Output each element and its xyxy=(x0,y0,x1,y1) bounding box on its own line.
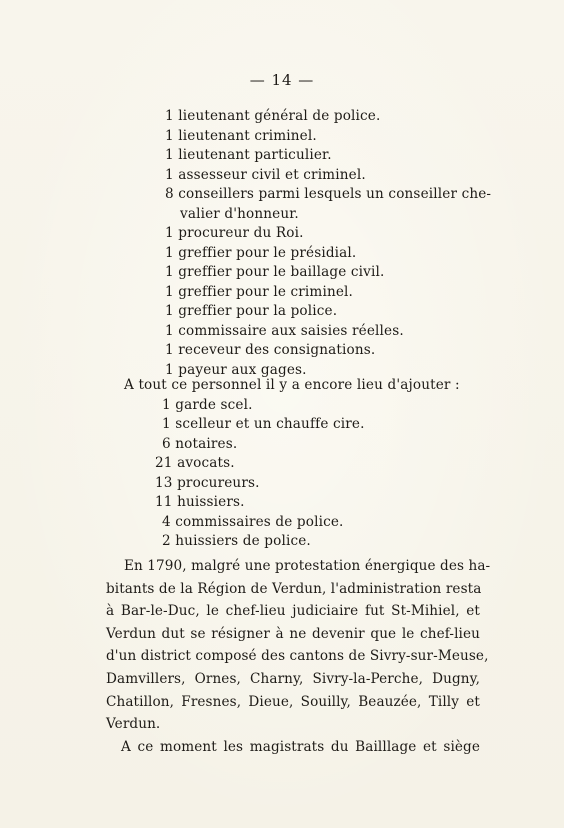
paragraph-line: bitants de la Région de Verdun, l'administration resta xyxy=(106,580,482,597)
officer-line: 1 lieutenant général de police. xyxy=(165,108,381,124)
additional-line: 1 scelleur et un chauffe cire. xyxy=(162,416,365,432)
officer-line: 1 greffier pour la police. xyxy=(165,303,338,319)
officer-line-continuation: valier d'honneur. xyxy=(180,205,299,222)
officer-line: 1 payeur aux gages. xyxy=(165,361,307,378)
additional-line: 21 avocats. xyxy=(155,455,235,471)
additional-line: 13 procureurs. xyxy=(155,474,260,491)
paragraph-line: Verdun. xyxy=(106,716,161,733)
additional-line: 1 garde scel. xyxy=(162,396,253,413)
paragraph-line: A ce moment les magistrats du Bailllage et siège xyxy=(121,739,480,755)
officer-line: 1 lieutenant criminel. xyxy=(165,127,317,144)
page-number: — 14 — xyxy=(249,71,315,89)
officer-line: 1 greffier pour le baillage civil. xyxy=(165,264,385,280)
additional-line: 6 notaires. xyxy=(162,435,238,452)
paragraph-line: Damvillers, Ornes, Charny, Sivry-la-Perche, Dugny, xyxy=(106,671,480,687)
officer-line: 1 lieutenant particulier. xyxy=(165,147,332,163)
paragraph-line: En 1790, malgré une protestation énergique des ha- xyxy=(124,558,491,574)
officer-line: 1 procureur du Roi. xyxy=(165,225,304,241)
additional-line: 2 huissiers de police. xyxy=(162,533,311,549)
paragraph-line: Chatillon, Fresnes, Dieue, Souilly, Beauzée, Tilly et xyxy=(106,693,480,710)
additional-line: 11 huissiers. xyxy=(155,494,245,510)
additional-intro: A tout ce personnel il y a encore lieu d'ajouter : xyxy=(124,377,460,393)
paragraph-line: Verdun dut se résigner à ne devenir que le chef-lieu xyxy=(106,625,480,642)
officer-line: 1 commissaire aux saisies réelles. xyxy=(165,322,404,339)
officer-line: 1 receveur des consignations. xyxy=(165,342,376,358)
officer-line: 1 assesseur civil et criminel. xyxy=(165,166,366,183)
paragraph-line: à Bar-le-Duc, le chef-lieu judiciaire fut St-Mihiel, et xyxy=(106,603,480,620)
additional-line: 4 commissaires de police. xyxy=(162,513,344,530)
officer-line: 8 conseillers parmi lesquels un conseiller che- xyxy=(165,186,492,202)
paragraph-line: d'un district composé des cantons de Sivry-sur-Meuse, xyxy=(106,648,489,665)
officer-line: 1 greffier pour le criminel. xyxy=(165,283,354,300)
officer-line: 1 greffier pour le présidial. xyxy=(165,244,357,261)
